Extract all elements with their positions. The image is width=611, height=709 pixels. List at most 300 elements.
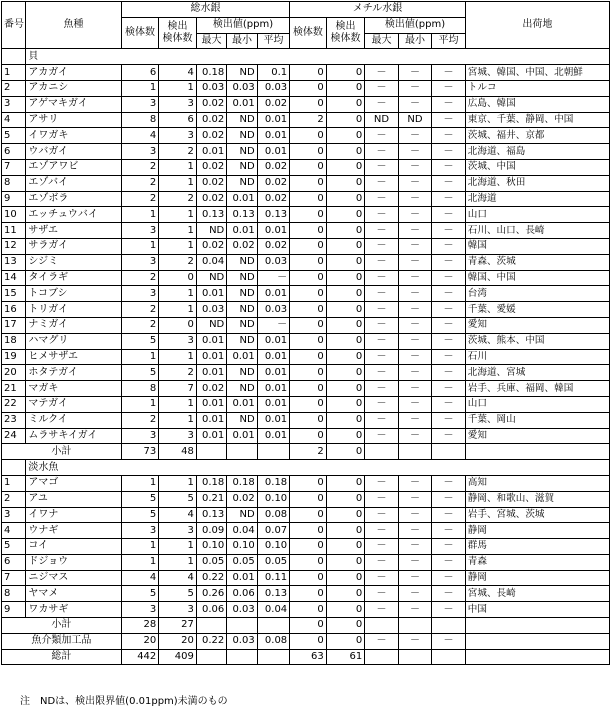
table-cell: ND — [227, 507, 257, 523]
table-cell: 千葉、愛媛 — [465, 302, 609, 318]
table-cell: 0.10 — [227, 539, 257, 555]
table-cell: ND — [227, 144, 257, 160]
table-cell: 韓国、中国 — [465, 270, 609, 286]
table-cell: － — [398, 333, 431, 349]
table-cell: 1 — [121, 396, 159, 412]
table-cell: － — [398, 381, 431, 397]
table-cell: 岩手、宮城、茨城 — [465, 507, 609, 523]
table-row — [2, 238, 610, 254]
table-cell: 0 — [290, 175, 327, 191]
table-cell: － — [398, 238, 431, 254]
table-cell: 0.10 — [257, 491, 289, 507]
table-cell: － — [398, 65, 431, 81]
table-cell: 3 — [121, 223, 159, 239]
table-cell: ウバガイ — [26, 144, 121, 160]
total-cell: 409 — [159, 649, 197, 665]
table-cell: － — [432, 428, 466, 444]
table-cell: － — [365, 570, 398, 586]
table-cell: 3 — [2, 507, 26, 523]
table-cell: 7 — [159, 381, 197, 397]
table-cell: 0 — [290, 475, 327, 491]
table-cell: 0 — [290, 412, 327, 428]
blank-cell — [196, 618, 226, 634]
table-cell: － — [398, 539, 431, 555]
table-cell: 0.01 — [196, 333, 226, 349]
table-cell: 0 — [290, 254, 327, 270]
table-cell: 0.04 — [257, 602, 289, 618]
table-cell: 0.01 — [196, 144, 226, 160]
table-cell: 0.02 — [196, 175, 226, 191]
table-cell: － — [365, 349, 398, 365]
table-cell: ND — [227, 65, 257, 81]
table-cell: 23 — [2, 412, 26, 428]
table-cell: 0.03 — [196, 302, 226, 318]
table-cell: － — [365, 396, 398, 412]
table-cell: 0.03 — [227, 80, 257, 96]
section-header-row — [2, 49, 610, 65]
table-cell: 0.01 — [227, 223, 257, 239]
table-cell: 0.02 — [257, 159, 289, 175]
table-cell: 0 — [290, 602, 327, 618]
processed-cell: 0 — [326, 633, 365, 649]
table-cell: 2 — [121, 412, 159, 428]
table-cell: 0.01 — [227, 96, 257, 112]
table-cell: － — [432, 80, 466, 96]
table-cell: 2 — [121, 191, 159, 207]
table-cell: 0 — [290, 586, 327, 602]
subtotal-cell: 0 — [326, 444, 365, 460]
table-cell: 8 — [2, 175, 26, 191]
table-cell: 5 — [121, 491, 159, 507]
table-cell: 石川 — [465, 349, 609, 365]
table-cell: 0 — [326, 144, 365, 160]
table-cell: 0 — [290, 128, 327, 144]
table-cell: － — [365, 286, 398, 302]
table-cell: 1 — [121, 475, 159, 491]
table-cell: 0 — [326, 128, 365, 144]
table-cell: 0 — [326, 475, 365, 491]
processed-cell: － — [432, 633, 466, 649]
table-cell: － — [432, 396, 466, 412]
table-cell: 0.1 — [257, 65, 289, 81]
blank-cell — [398, 444, 431, 460]
table-cell: 3 — [159, 333, 197, 349]
table-cell: 5 — [2, 128, 26, 144]
table-cell: － — [365, 254, 398, 270]
table-cell: 3 — [159, 428, 197, 444]
table-cell: 3 — [121, 96, 159, 112]
table-cell: － — [398, 270, 431, 286]
table-cell: 0 — [326, 570, 365, 586]
table-cell: － — [432, 349, 466, 365]
blank-cell — [257, 618, 289, 634]
subtotal-label: 小計 — [2, 618, 122, 634]
table-cell: － — [398, 191, 431, 207]
table-cell: 3 — [159, 96, 197, 112]
blank-cell — [398, 649, 431, 665]
table-cell: 0 — [326, 381, 365, 397]
table-cell: － — [432, 144, 466, 160]
table-cell: 0.26 — [196, 586, 226, 602]
table-cell: － — [365, 475, 398, 491]
table-cell: 0 — [326, 412, 365, 428]
table-cell: マテガイ — [26, 396, 121, 412]
table-cell: 0 — [326, 65, 365, 81]
table-cell: － — [365, 302, 398, 318]
table-cell: 7 — [2, 159, 26, 175]
table-cell: 0.02 — [257, 238, 289, 254]
header-tm-max: 最大 — [196, 33, 226, 49]
table-cell: 東京、千葉、静岡、中国 — [465, 112, 609, 128]
table-cell: 1 — [121, 80, 159, 96]
header-total-mercury: 総水銀 — [121, 2, 289, 18]
table-cell: アカニシ — [26, 80, 121, 96]
table-cell: － — [365, 381, 398, 397]
header-mm-tested: 検体数 — [290, 17, 327, 49]
table-cell: 中国 — [465, 602, 609, 618]
table-cell: マガキ — [26, 381, 121, 397]
table-cell: 11 — [2, 223, 26, 239]
table-cell: 19 — [2, 349, 26, 365]
table-row — [2, 381, 610, 397]
table-cell: 1 — [2, 65, 26, 81]
table-cell: － — [365, 523, 398, 539]
table-cell: 0.01 — [196, 365, 226, 381]
table-cell: 16 — [2, 302, 26, 318]
table-cell: 5 — [159, 586, 197, 602]
table-row — [2, 428, 610, 444]
table-cell: アユ — [26, 491, 121, 507]
table-cell: 1 — [159, 238, 197, 254]
table-cell: 0.02 — [257, 191, 289, 207]
table-cell: 3 — [121, 286, 159, 302]
table-cell: － — [398, 317, 431, 333]
table-cell: 愛知 — [465, 428, 609, 444]
table-cell: 0.08 — [257, 507, 289, 523]
table-cell: 0 — [290, 554, 327, 570]
processed-cell: 0.08 — [257, 633, 289, 649]
table-cell: 0 — [290, 507, 327, 523]
table-cell: イワガキ — [26, 128, 121, 144]
table-cell: 0 — [290, 270, 327, 286]
header-methyl-mercury: メチル水銀 — [290, 2, 466, 18]
table-cell: － — [398, 554, 431, 570]
table-cell: 0.13 — [196, 207, 226, 223]
table-row — [2, 570, 610, 586]
subtotal-row — [2, 444, 610, 460]
table-cell: － — [398, 365, 431, 381]
total-label: 総計 — [2, 649, 122, 665]
table-cell: 0 — [290, 96, 327, 112]
table-cell: － — [432, 586, 466, 602]
processed-row — [2, 633, 610, 649]
table-cell: － — [398, 349, 431, 365]
table-cell: 0.02 — [227, 238, 257, 254]
table-cell: 0 — [326, 191, 365, 207]
table-row — [2, 475, 610, 491]
processed-cell: 20 — [159, 633, 197, 649]
header-species: 魚種 — [26, 2, 121, 49]
table-cell: 1 — [159, 207, 197, 223]
processed-cell: 0 — [290, 633, 327, 649]
table-cell: 3 — [121, 144, 159, 160]
table-cell: 2 — [290, 112, 327, 128]
blank-cell — [257, 444, 289, 460]
table-cell: 8 — [2, 586, 26, 602]
table-cell: 20 — [2, 365, 26, 381]
table-cell: 茨城、中国 — [465, 159, 609, 175]
table-cell: 4 — [159, 65, 197, 81]
table-cell: － — [432, 554, 466, 570]
table-cell: 1 — [159, 286, 197, 302]
table-row — [2, 128, 610, 144]
table-cell: 9 — [2, 191, 26, 207]
blank-cell — [398, 618, 431, 634]
table-cell: 0 — [326, 396, 365, 412]
table-cell: 宮城、韓国、中国、北朝鮮 — [465, 65, 609, 81]
blank-cell — [465, 618, 609, 634]
table-cell: 0 — [326, 507, 365, 523]
blank-cell — [432, 618, 466, 634]
table-cell: 5 — [121, 507, 159, 523]
table-cell: － — [398, 80, 431, 96]
table-cell: 1 — [159, 412, 197, 428]
table-cell: 0 — [290, 349, 327, 365]
table-cell: 0.01 — [257, 381, 289, 397]
table-cell: エゾボラ — [26, 191, 121, 207]
table-cell: トルコ — [465, 80, 609, 96]
table-cell: 0.01 — [227, 428, 257, 444]
table-cell: 0 — [290, 286, 327, 302]
table-cell: － — [432, 65, 466, 81]
table-cell: 2 — [159, 254, 197, 270]
table-cell: － — [432, 381, 466, 397]
table-cell: － — [365, 65, 398, 81]
table-cell: ナミガイ — [26, 317, 121, 333]
table-cell: － — [398, 175, 431, 191]
table-cell: 2 — [121, 159, 159, 175]
table-cell: 1 — [159, 539, 197, 555]
table-cell: 0.13 — [196, 507, 226, 523]
table-cell: 0.18 — [257, 475, 289, 491]
table-cell: 6 — [2, 554, 26, 570]
table-cell: 0.01 — [196, 396, 226, 412]
table-cell: － — [432, 523, 466, 539]
table-cell: 6 — [159, 112, 197, 128]
table-cell: ND — [398, 112, 431, 128]
table-cell: － — [432, 475, 466, 491]
table-cell: ニジマス — [26, 570, 121, 586]
table-cell: 0 — [326, 349, 365, 365]
table-cell: ハマグリ — [26, 333, 121, 349]
header-no: 番号 — [2, 2, 26, 49]
table-cell: 3 — [159, 602, 197, 618]
table-cell: エッチュウバイ — [26, 207, 121, 223]
table-cell: 0 — [290, 491, 327, 507]
blank-cell — [257, 649, 289, 665]
table-cell: ワカサギ — [26, 602, 121, 618]
table-cell: 0.18 — [196, 475, 226, 491]
table-cell: アゲマキガイ — [26, 96, 121, 112]
table-cell: サラガイ — [26, 238, 121, 254]
table-cell: 0.02 — [196, 96, 226, 112]
table-cell: 13 — [2, 254, 26, 270]
table-cell: 14 — [2, 270, 26, 286]
table-cell: － — [398, 96, 431, 112]
table-cell: ND — [227, 159, 257, 175]
table-row — [2, 159, 610, 175]
blank-cell — [432, 444, 466, 460]
table-cell: － — [398, 396, 431, 412]
table-row — [2, 207, 610, 223]
table-cell: 青森、茨城 — [465, 254, 609, 270]
table-cell: 0.01 — [227, 191, 257, 207]
table-cell: 山口 — [465, 207, 609, 223]
table-cell: － — [257, 317, 289, 333]
table-cell: 高知 — [465, 475, 609, 491]
table-cell: 0.05 — [196, 554, 226, 570]
table-cell: 0.01 — [257, 144, 289, 160]
table-cell: 0 — [290, 80, 327, 96]
blank-cell — [465, 649, 609, 665]
table-cell: ヤマメ — [26, 586, 121, 602]
subtotal-row — [2, 618, 610, 634]
table-cell: 6 — [121, 65, 159, 81]
table-cell: 0.01 — [257, 349, 289, 365]
table-cell: － — [257, 270, 289, 286]
table-cell: 3 — [121, 523, 159, 539]
table-cell: アサリ — [26, 112, 121, 128]
table-cell: 静岡 — [465, 570, 609, 586]
table-cell: － — [398, 207, 431, 223]
table-cell: 5 — [121, 365, 159, 381]
table-cell: 0.02 — [196, 381, 226, 397]
table-cell: 10 — [2, 207, 26, 223]
blank-cell — [227, 444, 257, 460]
header-mm-min: 最小 — [398, 33, 431, 49]
table-cell: 0.09 — [196, 523, 226, 539]
table-cell: ND — [227, 112, 257, 128]
table-cell: 0 — [326, 238, 365, 254]
table-cell: － — [365, 317, 398, 333]
table-cell: 0.06 — [227, 586, 257, 602]
table-cell: 3 — [121, 254, 159, 270]
table-cell: 宮城、長崎 — [465, 586, 609, 602]
table-cell: 0.01 — [257, 223, 289, 239]
table-cell: 0.10 — [257, 539, 289, 555]
table-cell: － — [365, 96, 398, 112]
table-cell: ND — [227, 128, 257, 144]
table-cell: 0 — [290, 207, 327, 223]
table-row — [2, 223, 610, 239]
table-cell: 1 — [159, 175, 197, 191]
table-cell: － — [365, 238, 398, 254]
table-cell: 1 — [159, 302, 197, 318]
table-row — [2, 302, 610, 318]
table-cell: － — [398, 128, 431, 144]
subtotal-cell: 0 — [326, 618, 365, 634]
table-cell: － — [365, 270, 398, 286]
table-cell: 3 — [121, 428, 159, 444]
table-cell: 0 — [290, 396, 327, 412]
header-mm-avg: 平均 — [432, 33, 466, 49]
table-cell: 1 — [159, 554, 197, 570]
table-cell: 2 — [2, 80, 26, 96]
table-cell: ウナギ — [26, 523, 121, 539]
blank-cell — [196, 649, 226, 665]
blank-cell — [2, 460, 26, 476]
table-cell: 北海道 — [465, 191, 609, 207]
table-cell: － — [398, 144, 431, 160]
table-row — [2, 333, 610, 349]
table-cell: 0.03 — [227, 602, 257, 618]
header-origin: 出荷地 — [465, 2, 609, 49]
table-cell: 0 — [326, 270, 365, 286]
table-cell: － — [432, 112, 466, 128]
table-cell: － — [365, 554, 398, 570]
header-mm-value: 検出値(ppm) — [365, 17, 466, 33]
table-cell: 0 — [290, 381, 327, 397]
table-cell: 0.02 — [196, 128, 226, 144]
table-row — [2, 317, 610, 333]
table-cell: － — [398, 586, 431, 602]
blank-cell — [196, 444, 226, 460]
table-cell: 4 — [121, 128, 159, 144]
table-cell: － — [432, 207, 466, 223]
table-row — [2, 80, 610, 96]
table-cell: 0 — [326, 554, 365, 570]
table-row — [2, 491, 610, 507]
table-cell: 北海道、秋田 — [465, 175, 609, 191]
table-cell: 静岡、和歌山、滋賀 — [465, 491, 609, 507]
table-cell: 4 — [159, 507, 197, 523]
table-cell: 0.01 — [196, 412, 226, 428]
table-cell: － — [432, 507, 466, 523]
table-cell: 0 — [326, 491, 365, 507]
table-cell: 3 — [159, 128, 197, 144]
table-cell: 8 — [121, 381, 159, 397]
table-cell: 0 — [326, 159, 365, 175]
table-cell: 0 — [290, 333, 327, 349]
table-cell: 0.01 — [257, 286, 289, 302]
table-cell: 2 — [121, 270, 159, 286]
table-cell: 韓国 — [465, 238, 609, 254]
table-cell: 18 — [2, 333, 26, 349]
table-cell: 4 — [159, 570, 197, 586]
table-cell: 0.11 — [257, 570, 289, 586]
table-cell: － — [365, 602, 398, 618]
table-cell: 0.01 — [257, 428, 289, 444]
table-cell: 0 — [326, 523, 365, 539]
table-cell: 22 — [2, 396, 26, 412]
table-cell: － — [432, 412, 466, 428]
table-cell: 0.01 — [227, 396, 257, 412]
table-cell: － — [398, 223, 431, 239]
table-cell: － — [432, 96, 466, 112]
table-cell: 0 — [290, 191, 327, 207]
table-cell: 1 — [159, 396, 197, 412]
table-cell: － — [432, 602, 466, 618]
table-cell: 0 — [326, 428, 365, 444]
table-cell: 1 — [2, 475, 26, 491]
table-row — [2, 270, 610, 286]
table-cell: 0.01 — [196, 428, 226, 444]
table-cell: 2 — [121, 317, 159, 333]
table-cell: － — [365, 412, 398, 428]
blank-cell — [227, 649, 257, 665]
table-header — [2, 2, 610, 49]
table-row — [2, 191, 610, 207]
